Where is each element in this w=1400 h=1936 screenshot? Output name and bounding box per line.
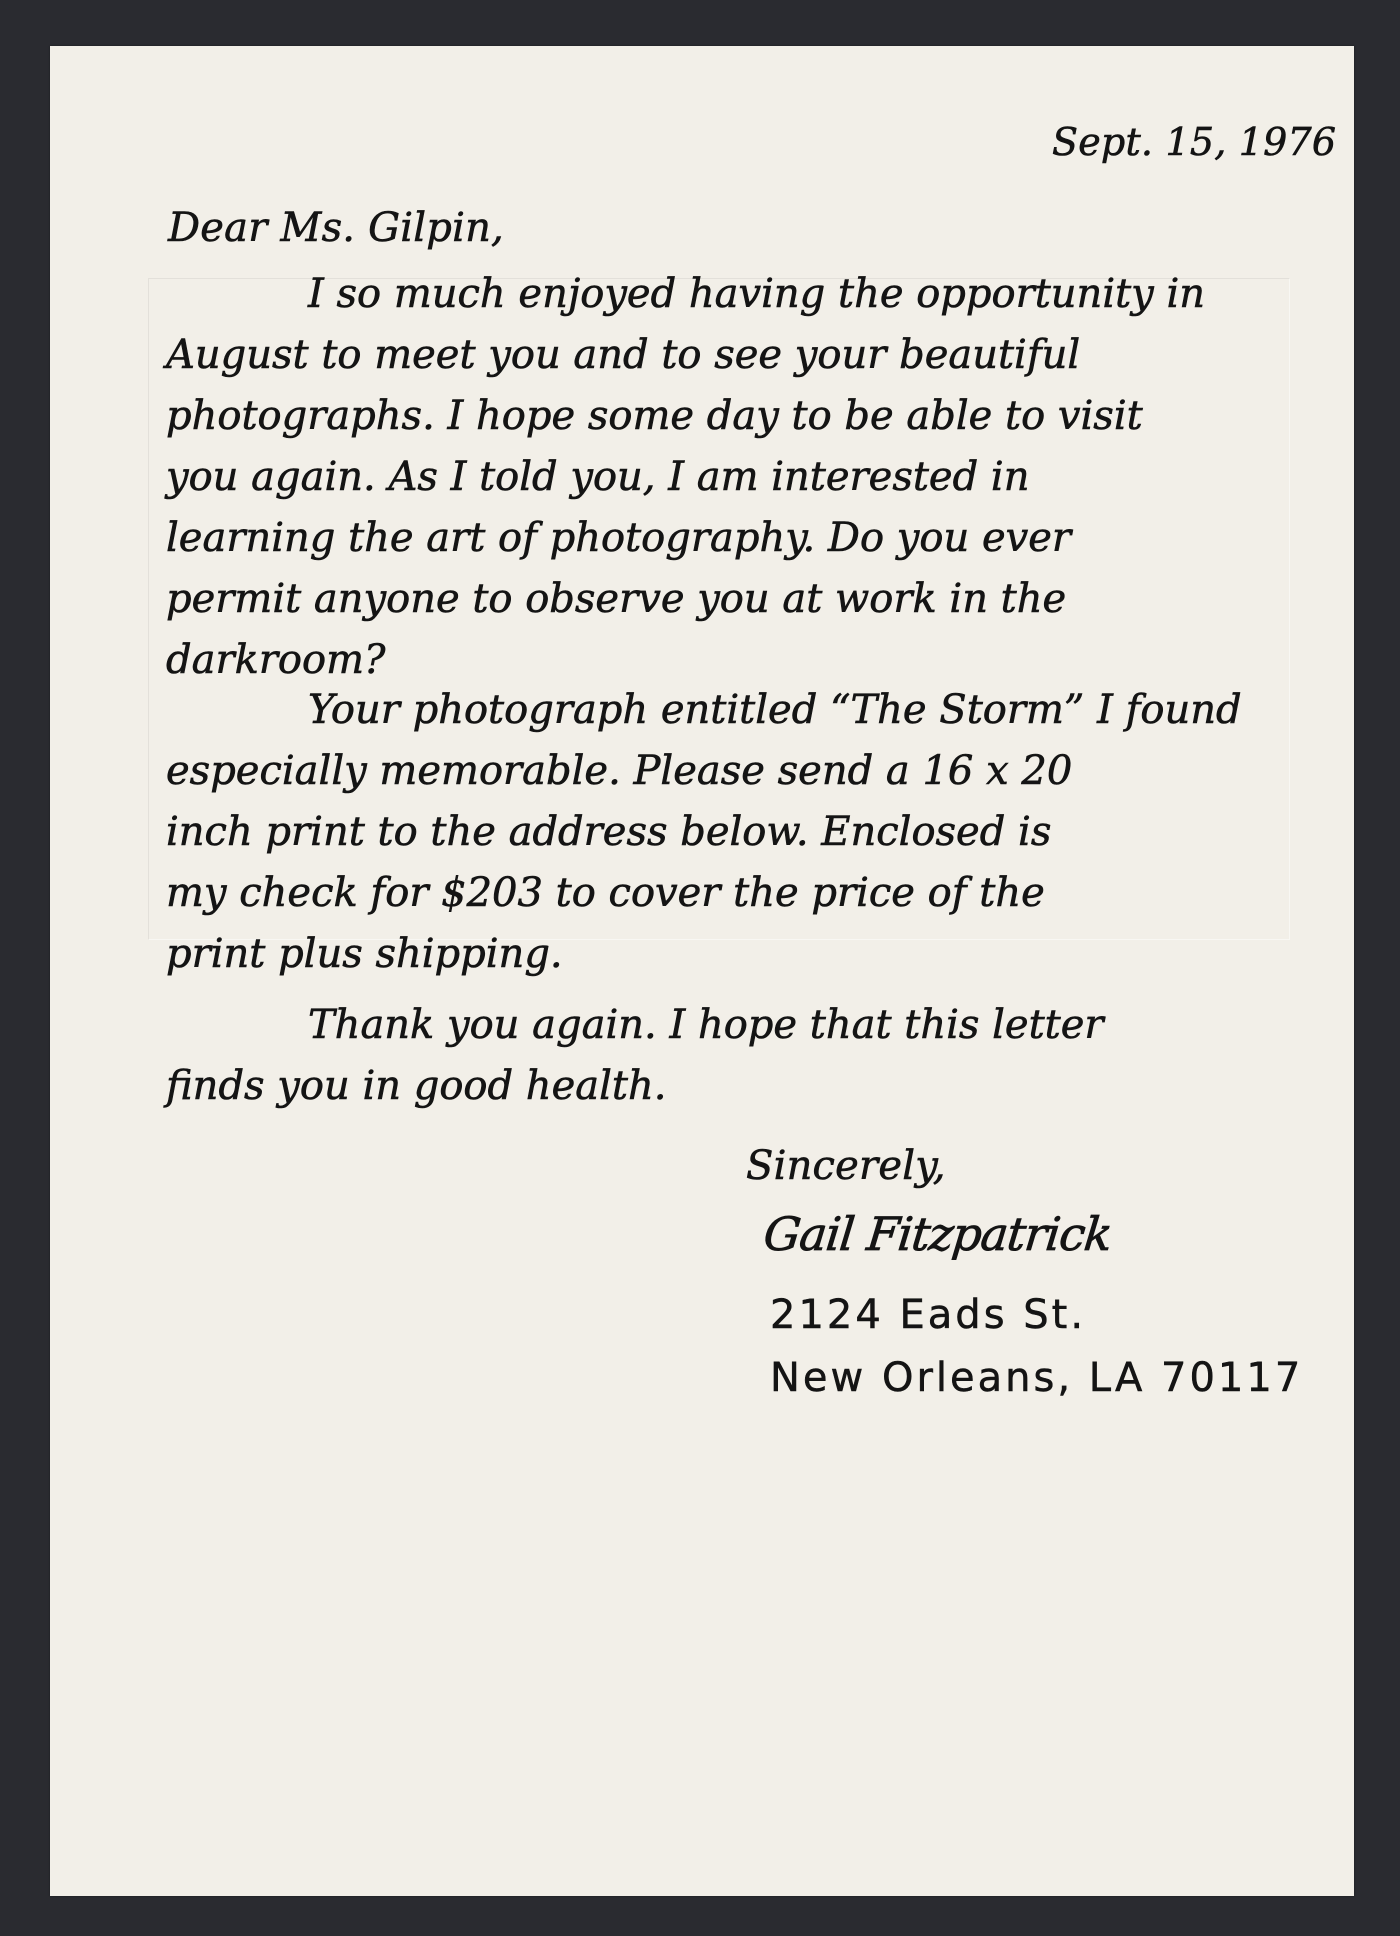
paragraph-1: [166, 264, 1306, 691]
paragraph-line: Thank you again. I hope that this letter: [308, 1002, 1104, 1048]
paragraph-line: Your photograph entitled “The Storm” I found: [308, 687, 1242, 733]
signature: Gail Fitzpatrick: [761, 1207, 1115, 1261]
closing: Sincerely,: [746, 1143, 946, 1189]
address-line-1: 2124 Eads St.: [770, 1292, 1087, 1338]
paragraph-line: my check for $203 to cover the price of the: [166, 870, 1045, 916]
paragraph-3: [166, 995, 1306, 1117]
paragraph-2: [166, 680, 1306, 985]
paragraph-line: permit anyone to observe you at work in the: [166, 576, 1067, 622]
paragraph-line: you again. As I told you, I am interested in: [166, 454, 1030, 500]
paragraph-line: darkroom?: [166, 637, 386, 683]
letter-date: Sept. 15, 1976: [1052, 120, 1337, 164]
paragraph-line: inch print to the address below. Enclosed is: [166, 809, 1052, 855]
address-line-2: New Orleans, LA 70117: [770, 1355, 1304, 1401]
paragraph-line: especially memorable. Please send a 16 x 20: [166, 748, 1073, 794]
paragraph-line: August to meet you and to see your beautiful: [166, 332, 1081, 378]
paragraph-line: print plus shipping.: [166, 931, 563, 977]
paragraph-line: photographs. I hope some day to be able to visit: [166, 393, 1143, 439]
letter-paper: [50, 46, 1354, 1896]
salutation: Dear Ms. Gilpin,: [168, 205, 504, 251]
paragraph-line: I so much enjoyed having the opportunity in: [308, 271, 1206, 317]
paragraph-line: finds you in good health.: [166, 1063, 667, 1109]
paragraph-line: learning the art of photography. Do you ever: [166, 515, 1071, 561]
